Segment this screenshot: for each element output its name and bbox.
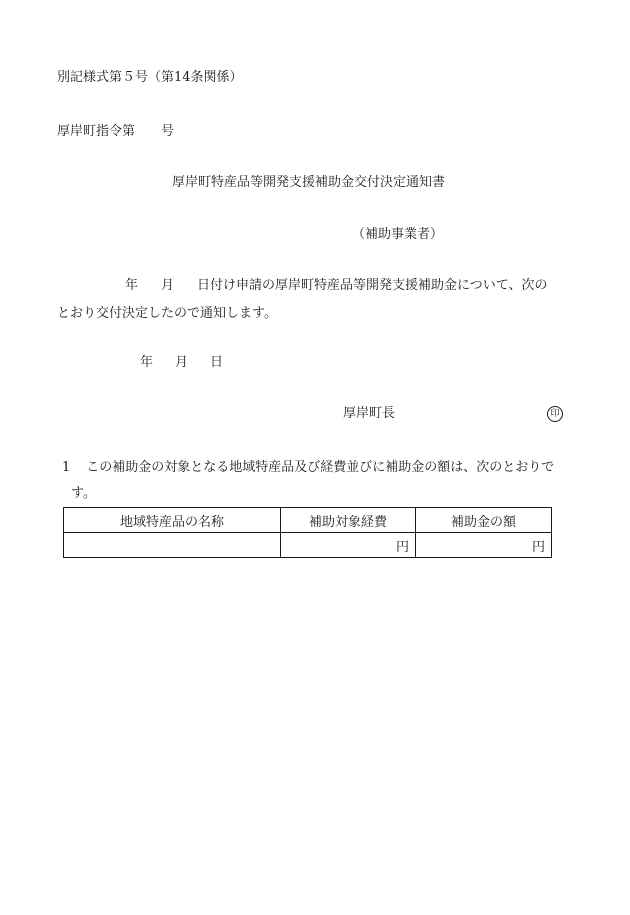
item-1-line-2: す。	[71, 486, 96, 501]
header-subsidy-amount: 補助金の額	[416, 508, 552, 533]
item-1-line-1	[62, 459, 554, 477]
document-number: 厚岸町指令第 号	[57, 124, 175, 139]
date-month-label: 月	[175, 355, 189, 370]
table-row	[64, 533, 552, 558]
body-year-label: 年	[125, 278, 139, 293]
item-1-number: 1	[62, 460, 71, 475]
recipient-label: （補助事業者）	[352, 227, 444, 242]
date-day-label: 日	[210, 355, 224, 370]
item-1-text-a: この補助金の対象となる地域特産品及び経費並びに補助金の額は、次のとおりで	[86, 460, 555, 475]
cell-product-name	[64, 533, 281, 558]
cell-eligible-cost: 円	[281, 533, 416, 558]
header-product-name: 地域特産品の名称	[64, 508, 281, 533]
body-paragraph-line-1	[57, 277, 548, 295]
body-month-label: 月	[161, 278, 175, 293]
body-paragraph-line-2: とおり交付決定したので通知します。	[57, 306, 277, 321]
header-eligible-cost: 補助対象経費	[281, 508, 416, 533]
subsidy-amount-table	[63, 507, 552, 558]
cell-subsidy-amount: 円	[416, 533, 552, 558]
date-year-label: 年	[140, 355, 154, 370]
body-text-1: 日付け申請の厚岸町特産品等開発支援補助金について、次の	[197, 278, 548, 293]
form-label: 別記様式第５号（第14条関係）	[57, 70, 243, 85]
table-header-row	[64, 508, 552, 533]
notice-date	[140, 354, 223, 372]
signer-title: 厚岸町長	[343, 406, 396, 421]
seal-mark: 印	[547, 406, 563, 422]
document-title: 厚岸町特産品等開発支援補助金交付決定通知書	[172, 175, 446, 190]
